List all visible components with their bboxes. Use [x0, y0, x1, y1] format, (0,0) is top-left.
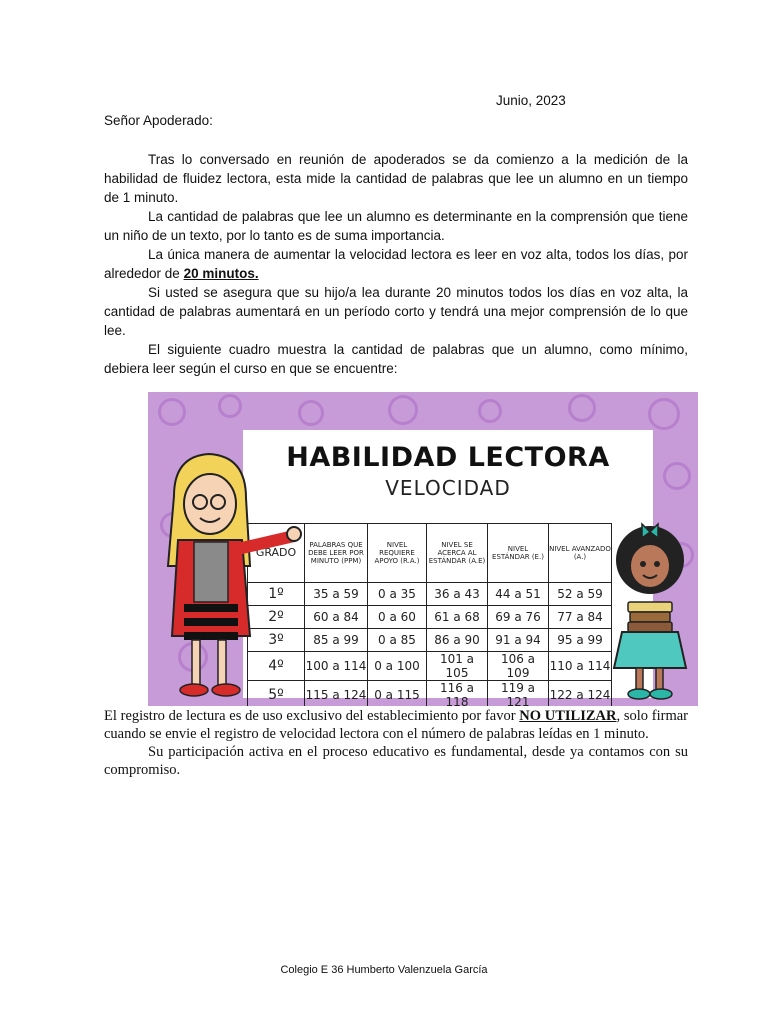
- swirl-decoration: [568, 394, 596, 422]
- header-grado: GRADO: [248, 524, 305, 583]
- table-cell: 91 a 94: [488, 629, 549, 652]
- paragraph-3: [104, 245, 688, 283]
- letter-greeting: Señor Apoderado:: [104, 113, 213, 128]
- swirl-decoration: [218, 394, 242, 418]
- table-cell: 95 a 99: [549, 629, 612, 652]
- twenty-minutes-emphasis: 20 minutos.: [183, 266, 259, 281]
- table-cell: 69 a 76: [488, 606, 549, 629]
- table-cell: 122 a 124: [549, 681, 612, 707]
- table-cell: 36 a 43: [427, 583, 488, 606]
- teacher-girl-illustration: [154, 436, 304, 706]
- grade-cell: 3º: [248, 629, 305, 652]
- swirl-decoration: [648, 398, 680, 430]
- table-cell: 119 a 121: [488, 681, 549, 707]
- paragraph-5: El siguiente cuadro muestra la cantidad de palabras que un alumno, como mínimo, debiera leer según el curso en que se encuentre:: [104, 342, 688, 376]
- table-cell: 110 a 114: [549, 652, 612, 681]
- table-cell: 35 a 59: [305, 583, 368, 606]
- table-cell: 106 a 109: [488, 652, 549, 681]
- paragraph-6: [104, 707, 688, 743]
- header-estandar: NIVEL ESTÁNDAR (E.): [488, 524, 549, 583]
- swirl-decoration: [298, 400, 324, 426]
- grade-cell: 5º: [248, 681, 305, 707]
- letter-body-top: [104, 150, 688, 378]
- student-girl-illustration: [600, 518, 698, 706]
- header-ppm: PALABRAS QUE DEBE LEER POR MINUTO (PPM): [305, 524, 368, 583]
- table-cell: 60 a 84: [305, 606, 368, 629]
- letter-date: Junio, 2023: [496, 93, 566, 108]
- swirl-decoration: [663, 462, 691, 490]
- grade-cell: 1º: [248, 583, 305, 606]
- table-cell: 100 a 114: [305, 652, 368, 681]
- paragraph-6-text-end: , solo firmar cuando se envie el registro de velocidad lectora con el número de palabras leídas en 1 minuto.: [104, 708, 688, 742]
- table-cell: 115 a 124: [305, 681, 368, 707]
- poster-title: HABILIDAD LECTORA: [286, 442, 610, 473]
- paragraph-3-text: La única manera de aumentar la velocidad lectora es leer en voz alta, todos los días, por alrededor de: [104, 247, 688, 281]
- header-requiere-apoyo: NIVEL REQUIERE APOYO (R.A.): [368, 524, 427, 583]
- table-cell: 0 a 85: [368, 629, 427, 652]
- letter-body-bottom: [104, 707, 688, 779]
- grade-cell: 4º: [248, 652, 305, 681]
- paragraph-4: Si usted se asegura que su hijo/a lea durante 20 minutos todos los días en voz alta, la cantidad de palabras aumentará en un período corto y tendrá una mejor comprensión de lo que lee.: [104, 285, 688, 338]
- swirl-decoration: [478, 399, 502, 423]
- paragraph-6-text: El registro de lectura es de uso exclusivo del establecimiento por favor: [104, 708, 520, 724]
- table-cell: 0 a 115: [368, 681, 427, 707]
- table-cell: 44 a 51: [488, 583, 549, 606]
- poster-subtitle: VELOCIDAD: [385, 476, 511, 500]
- paragraph-1: Tras lo conversado en reunión de apoderados se da comienzo a la medición de la habilidad de fluidez lectora, esta mide la cantidad de palabras que lee un alumno en un tiempo de 1 minuto.: [104, 152, 688, 205]
- table-cell: 101 a 105: [427, 652, 488, 681]
- table-cell: 0 a 100: [368, 652, 427, 681]
- table-cell: 52 a 59: [549, 583, 612, 606]
- table-cell: 0 a 60: [368, 606, 427, 629]
- table-cell: 77 a 84: [549, 606, 612, 629]
- table-cell: 85 a 99: [305, 629, 368, 652]
- paragraph-2: La cantidad de palabras que lee un alumno es determinante en la comprensión que tiene un niño de un texto, por lo tanto es de suma importancia.: [104, 209, 688, 243]
- table-cell: 116 a 118: [427, 681, 488, 707]
- no-utilizar-emphasis: NO UTILIZAR: [519, 708, 617, 724]
- paragraph-7: Su participación activa en el proceso educativo es fundamental, desde ya contamos con su compromiso.: [104, 744, 688, 778]
- poster-panel: [243, 430, 653, 706]
- swirl-decoration: [388, 395, 418, 425]
- table-cell: 0 a 35: [368, 583, 427, 606]
- table-cell: 86 a 90: [427, 629, 488, 652]
- header-avanzado: NIVEL AVANZADO (A.): [549, 524, 612, 583]
- grade-cell: 2º: [248, 606, 305, 629]
- school-footer: Colegio E 36 Humberto Valenzuela García: [280, 964, 488, 976]
- table-cell: 61 a 68: [427, 606, 488, 629]
- header-se-acerca: NIVEL SE ACERCA AL ESTÁNDAR (A.E): [427, 524, 488, 583]
- swirl-decoration: [158, 398, 186, 426]
- reading-speed-poster: [148, 392, 698, 706]
